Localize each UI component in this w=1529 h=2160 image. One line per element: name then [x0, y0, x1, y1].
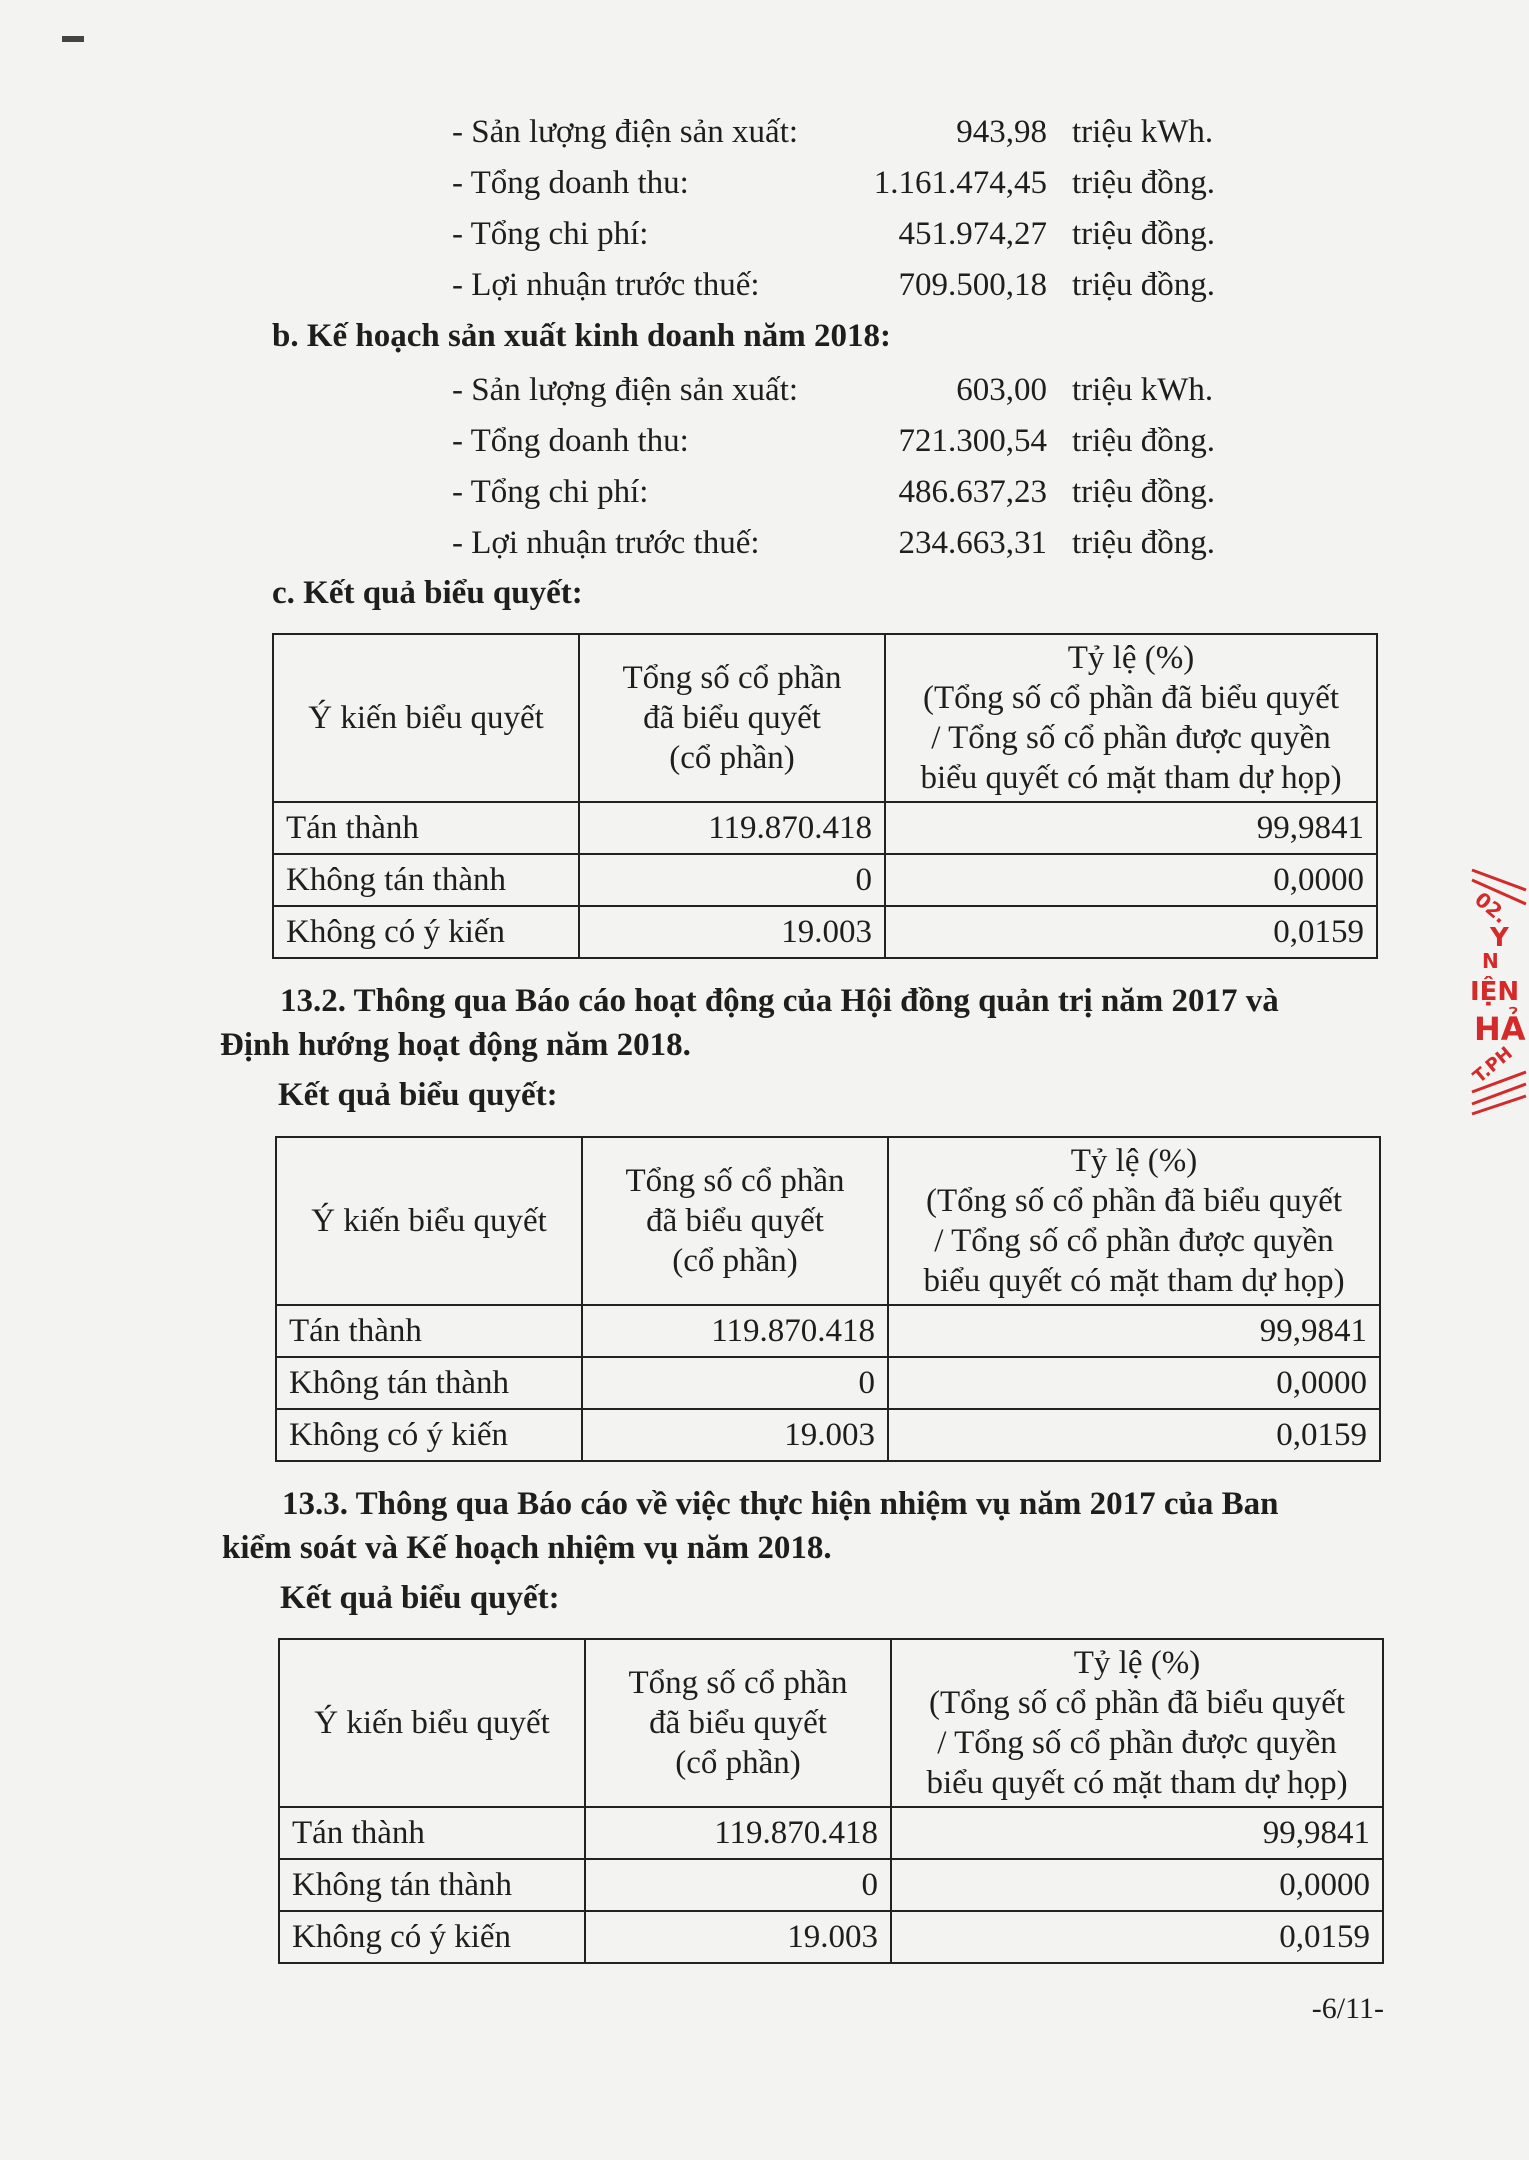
header-line: biểu quyết có mặt tham dự họp): [926, 1765, 1348, 1801]
item-label: - Lợi nhuận trước thuế:: [452, 525, 760, 561]
header-shares: [582, 1137, 888, 1305]
header-line: (Tổng số cổ phần đã biểu quyết: [922, 680, 1340, 716]
cell-opinion: Không tán thành: [276, 1357, 582, 1409]
item-unit: triệu kWh.: [1072, 114, 1214, 150]
header-line: / Tổng số cổ phần được quyền: [937, 1725, 1337, 1761]
seal-fragment: N: [1482, 949, 1499, 973]
table-header-row: [279, 1639, 1383, 1807]
seal-text: [1469, 887, 1526, 1087]
scan-mark: [62, 36, 84, 42]
item-value: 486.637,23: [898, 474, 1047, 510]
cell-shares: 19.003: [585, 1911, 891, 1963]
cell-ratio: 0,0000: [891, 1859, 1383, 1911]
table-header-row: [276, 1137, 1380, 1305]
header-line: Tổng số cổ phần: [622, 660, 842, 696]
item-label: - Tổng doanh thu:: [452, 165, 689, 201]
list-item: [452, 368, 1252, 412]
vote-table-3: [278, 1638, 1384, 1964]
section-13-2-result-title: Kết quả biểu quyết:: [278, 1077, 558, 1113]
header-ratio: [888, 1137, 1380, 1305]
table-row: [273, 802, 1377, 854]
header-line: biểu quyết có mặt tham dự họp): [920, 760, 1342, 796]
cell-opinion: Tán thành: [279, 1807, 585, 1859]
cell-shares: 119.870.418: [585, 1807, 891, 1859]
header-shares: [585, 1639, 891, 1807]
table-row: [276, 1409, 1380, 1461]
item-value: 721.300,54: [898, 423, 1047, 459]
cell-ratio: 99,9841: [888, 1305, 1380, 1357]
cell-shares: 0: [582, 1357, 888, 1409]
header-line: đã biểu quyết: [643, 700, 821, 736]
table-row: [276, 1305, 1380, 1357]
vote-table-1: [272, 633, 1378, 959]
cell-opinion: Không có ý kiến: [273, 906, 579, 958]
item-unit: triệu đồng.: [1072, 474, 1215, 510]
list-item: [452, 212, 1252, 256]
item-unit: triệu kWh.: [1072, 372, 1214, 408]
section-line: kiểm soát và Kế hoạch nhiệm vụ năm 2018.: [222, 1530, 832, 1566]
cell-ratio: 0,0000: [888, 1357, 1380, 1409]
cell-ratio: 0,0159: [888, 1409, 1380, 1461]
page-number: -6/11-: [1311, 1992, 1384, 2025]
cell-opinion: Tán thành: [276, 1305, 582, 1357]
cell-shares: 0: [585, 1859, 891, 1911]
item-value: 943,98: [956, 114, 1047, 150]
list-item: [452, 419, 1252, 463]
header-line: (Tổng số cổ phần đã biểu quyết: [925, 1183, 1343, 1219]
item-unit: triệu đồng.: [1072, 423, 1215, 459]
cell-ratio: 99,9841: [891, 1807, 1383, 1859]
table-row: [276, 1357, 1380, 1409]
item-label: - Lợi nhuận trước thuế:: [452, 267, 760, 303]
cell-shares: 119.870.418: [582, 1305, 888, 1357]
header-line: / Tổng số cổ phần được quyền: [934, 1223, 1334, 1259]
cell-shares: 19.003: [579, 906, 885, 958]
seal-fragment: HẢ: [1474, 1010, 1526, 1048]
cell-ratio: 0,0159: [891, 1911, 1383, 1963]
header-line: Tổng số cổ phần: [628, 1665, 848, 1701]
company-seal: [1468, 860, 1529, 1120]
header-line: đã biểu quyết: [649, 1705, 827, 1741]
header-opinion: Ý kiến biểu quyết: [279, 1639, 585, 1807]
item-value: 1.161.474,45: [873, 165, 1047, 201]
seal-fragment: T.PH: [1469, 1042, 1517, 1088]
section-line: Định hướng hoạt động năm 2018.: [220, 1027, 691, 1063]
header-line: Tổng số cổ phần: [625, 1163, 845, 1199]
cell-shares: 19.003: [582, 1409, 888, 1461]
section-13-3-result-title: Kết quả biểu quyết:: [280, 1580, 560, 1616]
header-line: (cổ phần): [672, 1243, 798, 1279]
table-row: [279, 1859, 1383, 1911]
cell-opinion: Tán thành: [273, 802, 579, 854]
cell-ratio: 0,0000: [885, 854, 1377, 906]
header-ratio: [891, 1639, 1383, 1807]
header-shares: [579, 634, 885, 802]
header-line: đã biểu quyết: [646, 1203, 824, 1239]
table-row: [273, 906, 1377, 958]
header-line: (cổ phần): [669, 740, 795, 776]
list-item: [452, 110, 1252, 154]
list-item: [452, 470, 1252, 514]
cell-ratio: 99,9841: [885, 802, 1377, 854]
section-13-3-title: [222, 1482, 1382, 1570]
cell-shares: 0: [579, 854, 885, 906]
cell-opinion: Không tán thành: [273, 854, 579, 906]
seal-fragment: Y: [1490, 923, 1509, 953]
item-value: 603,00: [956, 372, 1047, 408]
item-unit: triệu đồng.: [1072, 525, 1215, 561]
item-label: - Tổng doanh thu:: [452, 423, 689, 459]
cell-opinion: Không có ý kiến: [279, 1911, 585, 1963]
item-value: 451.974,27: [898, 216, 1047, 252]
table-row: [273, 854, 1377, 906]
list-item: [452, 521, 1252, 565]
seal-graphic: [1468, 860, 1529, 1120]
header-line: / Tổng số cổ phần được quyền: [931, 720, 1331, 756]
table-row: [279, 1807, 1383, 1859]
item-unit: triệu đồng.: [1072, 267, 1215, 303]
list-item: [452, 161, 1252, 205]
item-unit: triệu đồng.: [1072, 165, 1215, 201]
header-line: Tỷ lệ (%): [1070, 1143, 1198, 1179]
section-b-title: b. Kế hoạch sản xuất kinh doanh năm 2018:: [272, 318, 891, 354]
table-row: [279, 1911, 1383, 1963]
header-opinion: Ý kiến biểu quyết: [273, 634, 579, 802]
section-line: 13.3. Thông qua Báo cáo về việc thực hiện nhiệm vụ năm 2017 của Ban: [282, 1486, 1279, 1522]
header-line: Tỷ lệ (%): [1073, 1645, 1201, 1681]
header-line: (Tổng số cổ phần đã biểu quyết: [928, 1685, 1346, 1721]
item-label: - Sản lượng điện sản xuất:: [452, 114, 799, 150]
item-value: 234.663,31: [898, 525, 1047, 561]
header-line: (cổ phần): [675, 1745, 801, 1781]
list-item: [452, 263, 1252, 307]
item-unit: triệu đồng.: [1072, 216, 1215, 252]
section-13-2-title: [220, 979, 1380, 1067]
header-line: biểu quyết có mặt tham dự họp): [923, 1263, 1345, 1299]
section-c-title: c. Kết quả biểu quyết:: [272, 575, 583, 611]
cell-ratio: 0,0159: [885, 906, 1377, 958]
seal-fragment: IỆN: [1470, 977, 1520, 1007]
cell-opinion: Không tán thành: [279, 1859, 585, 1911]
header-line: Tỷ lệ (%): [1067, 640, 1195, 676]
header-ratio: [885, 634, 1377, 802]
cell-opinion: Không có ý kiến: [276, 1409, 582, 1461]
item-label: - Tổng chi phí:: [452, 216, 649, 252]
item-label: - Tổng chi phí:: [452, 474, 649, 510]
table-header-row: [273, 634, 1377, 802]
section-line: 13.2. Thông qua Báo cáo hoạt động của Hội đồng quản trị năm 2017 và: [280, 983, 1279, 1019]
item-label: - Sản lượng điện sản xuất:: [452, 372, 799, 408]
vote-table-2: [275, 1136, 1381, 1462]
seal-fragment: 02.: [1470, 887, 1513, 929]
item-value: 709.500,18: [898, 267, 1047, 303]
header-opinion: Ý kiến biểu quyết: [276, 1137, 582, 1305]
cell-shares: 119.870.418: [579, 802, 885, 854]
